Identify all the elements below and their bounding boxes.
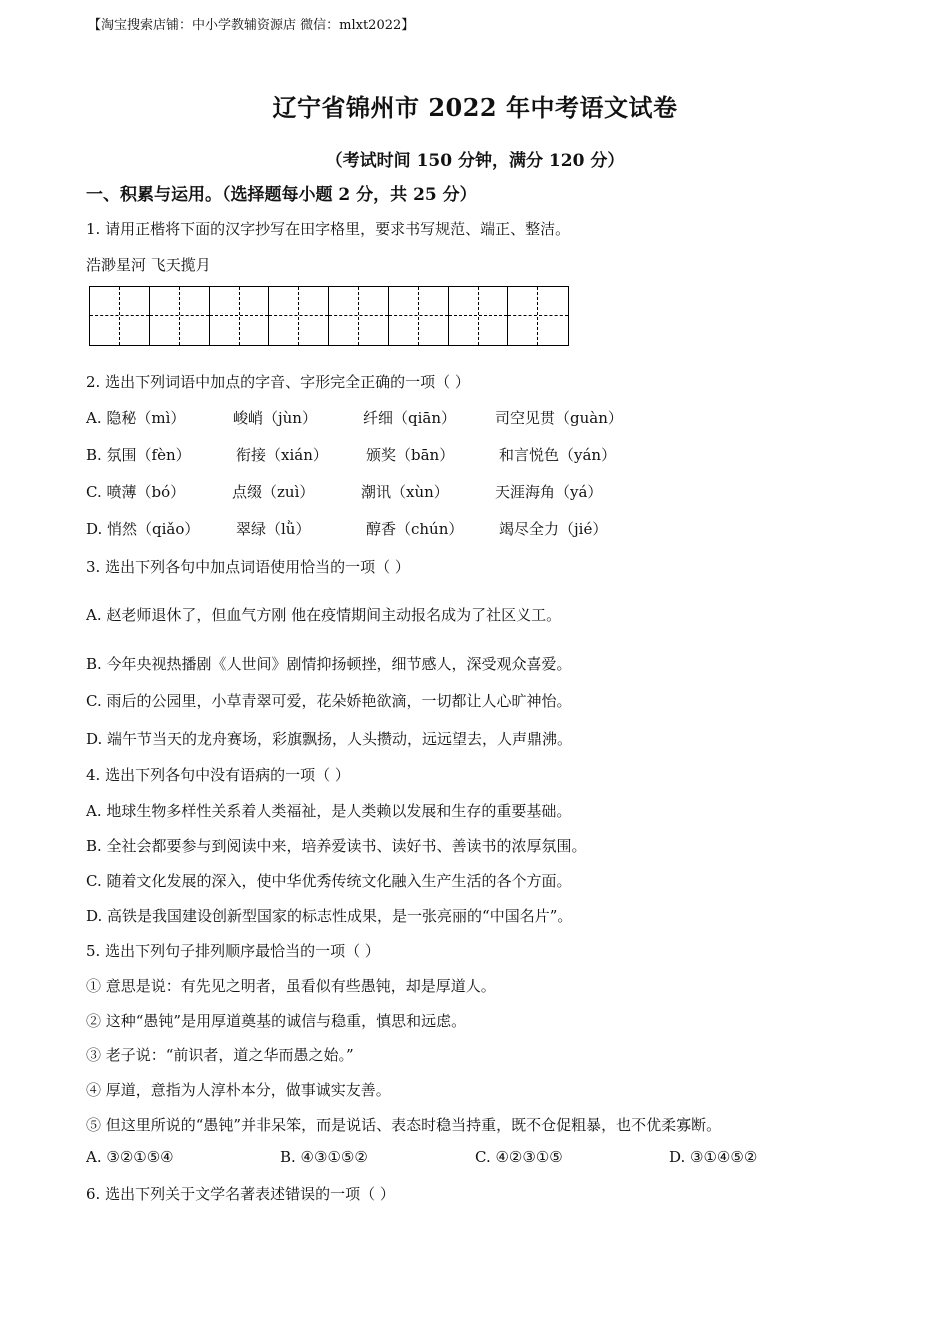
exam-info: （考试时间 150 分钟，满分 120 分） [325,151,625,171]
q4-option-d: D. 高铁是我国建设创新型国家的标志性成果，是一张亮丽的“中国名片”。 [86,907,573,925]
q5-option-c: C. ④②③①⑤ [475,1148,563,1166]
q2-d-1: D. 悄然（qiǎo） [86,520,200,538]
grid-cell[interactable] [508,287,568,345]
q5-stem: 5. 选出下列句子排列顺序最恰当的一项（ ） [86,942,380,960]
q2-c-2: 点缀（zuì） [232,483,315,501]
q5-option-a: A. ③②①⑤④ [86,1148,174,1166]
grid-cell[interactable] [269,287,329,345]
grid-cell[interactable] [449,287,509,345]
q4-option-a: A. 地球生物多样性关系着人类福祉，是人类赖以发展和生存的重要基础。 [86,802,572,820]
grid-cell[interactable] [389,287,449,345]
q2-c-1: C. 喷薄（bó） [86,483,186,501]
q1-text: 浩渺星河 飞天揽月 [86,256,211,274]
grid-cell[interactable] [210,287,270,345]
q5-sentence-1: ① 意思是说：有先见之明者，虽看似有些愚钝，却是厚道人。 [86,977,496,995]
q3-option-a: A. 赵老师退休了，但血气方刚 他在疫情期间主动报名成为了社区义工。 [86,606,562,624]
q2-d-2: 翠绿（lǜ） [236,520,311,538]
q2-d-3: 醇香（chún） [366,520,464,538]
q2-b-4: 和言悦色（yán） [499,446,617,464]
q2-c-3: 潮讯（xùn） [361,483,449,501]
q2-b-2: 衔接（xián） [236,446,328,464]
q5-sentence-4: ④ 厚道，意指为人淳朴本分，做事诚实友善。 [86,1081,391,1099]
q4-stem: 4. 选出下列各句中没有语病的一项（ ） [86,766,350,784]
q4-option-b: B. 全社会都要参与到阅读中来，培养爱读书、读好书、善读书的浓厚氛围。 [86,837,587,855]
q2-d-4: 竭尽全力（jié） [499,520,608,538]
grid-cell[interactable] [329,287,389,345]
tianzige-grid[interactable] [89,286,569,346]
page-title: 辽宁省锦州市 2022 年中考语文试卷 [272,93,678,122]
q2-a-1: A. 隐秘（mì） [86,409,186,427]
q5-sentence-3: ③ 老子说：“前识者，道之华而愚之始。” [86,1046,354,1064]
grid-cell[interactable] [150,287,210,345]
q2-c-4: 天涯海角（yá） [495,483,603,501]
q2-b-1: B. 氛围（fèn） [86,446,191,464]
q2-a-2: 峻峭（jùn） [233,409,317,427]
q3-option-d: D. 端午节当天的龙舟赛场，彩旗飘扬，人头攒动，远远望去，人声鼎沸。 [86,730,573,748]
q3-option-b: B. 今年央视热播剧《人世间》剧情抑扬顿挫，细节感人，深受观众喜爱。 [86,655,572,673]
q5-sentence-2: ② 这种“愚钝”是用厚道奠基的诚信与稳重，慎思和远虑。 [86,1012,467,1030]
q5-option-b: B. ④③①⑤② [280,1148,368,1166]
q2-a-3: 纤细（qiān） [363,409,457,427]
q3-option-c: C. 雨后的公园里，小草青翠可爱，花朵娇艳欲滴，一切都让人心旷神怡。 [86,692,572,710]
q2-b-3: 颁奖（bān） [366,446,455,464]
grid-cell[interactable] [90,287,150,345]
q2-a-4: 司空见贯（guàn） [495,409,623,427]
q6-stem: 6. 选出下列关于文学名著表述错误的一项（ ） [86,1185,395,1203]
q1-stem: 1. 请用正楷将下面的汉字抄写在田字格里，要求书写规范、端正、整洁。 [86,220,571,238]
q3-stem: 3. 选出下列各句中加点词语使用恰当的一项（ ） [86,558,410,576]
q4-option-c: C. 随着文化发展的深入，使中华优秀传统文化融入生产生活的各个方面。 [86,872,572,890]
header-note: 【淘宝搜索店铺：中小学教辅资源店 微信：mlxt2022】 [88,18,415,33]
q5-option-d: D. ③①④⑤② [669,1148,758,1166]
q5-sentence-5: ⑤ 但这里所说的“愚钝”并非呆笨，而是说话、表态时稳当持重，既不仓促粗暴，也不优柔寡断。 [86,1116,722,1134]
section-heading: 一、积累与运用。（选择题每小题 2 分，共 25 分） [86,185,477,205]
q2-stem: 2. 选出下列词语中加点的字音、字形完全正确的一项（ ） [86,373,470,391]
